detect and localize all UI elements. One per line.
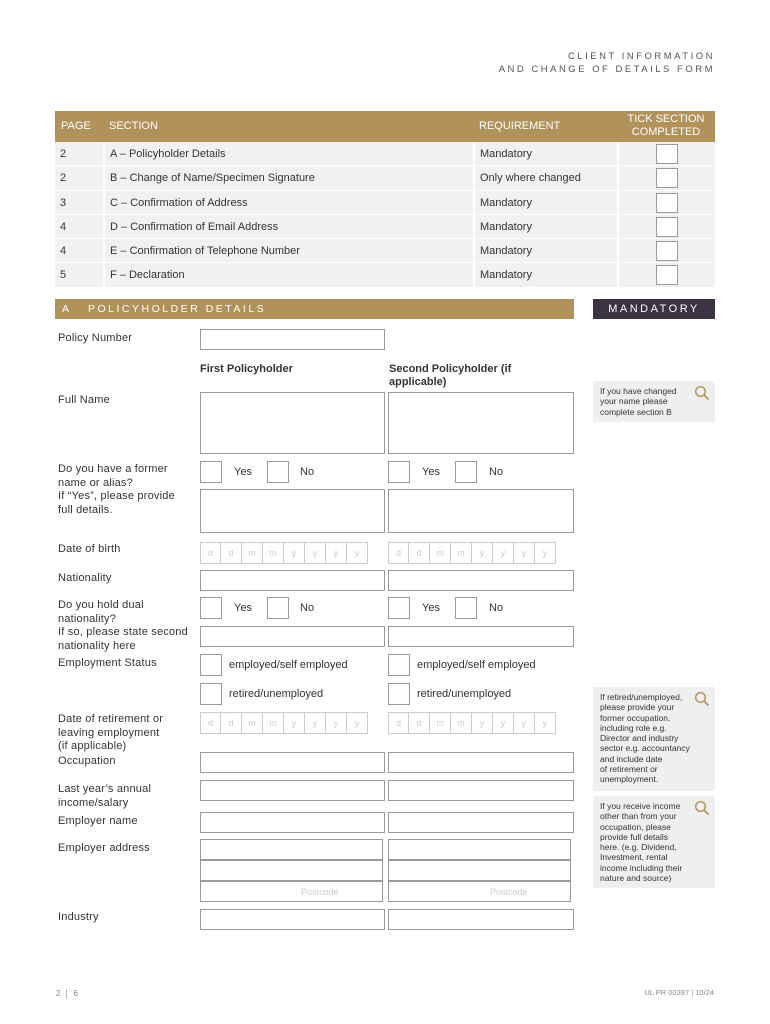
date-cell: m <box>263 712 284 734</box>
date-cell: d <box>409 712 430 734</box>
date-of-birth-input-1[interactable] <box>200 542 368 564</box>
date-cell: y <box>347 712 368 734</box>
occupation-label: Occupation <box>58 755 116 767</box>
date-cell: d <box>409 542 430 564</box>
magnifier-icon <box>694 691 710 707</box>
row-requirement: Mandatory <box>475 239 617 262</box>
employer-name-label: Employer name <box>58 815 138 827</box>
note-line: If you receive income <box>600 801 681 811</box>
retirement-date-line-2: leaving employment <box>58 726 160 739</box>
nationality-input-2[interactable] <box>388 570 574 591</box>
employer-address-line-2-input-2[interactable] <box>388 860 571 881</box>
income-line-1: Last year’s annual <box>58 783 152 795</box>
date-cell: m <box>242 712 263 734</box>
retirement-date-input-1[interactable] <box>200 712 368 734</box>
employer-postcode-input-1[interactable] <box>200 881 383 902</box>
retirement-date-line-1: Date of retirement or <box>58 713 164 725</box>
employed-checkbox-2[interactable] <box>388 654 410 676</box>
date-cell: y <box>472 712 493 734</box>
date-cell: y <box>535 542 556 564</box>
dual-nationality-no-checkbox-2[interactable] <box>455 597 477 619</box>
note-line: Director and industry <box>600 733 679 744</box>
retirement-date-line-3: (if applicable) <box>58 740 127 752</box>
dual-nationality-yes-checkbox-1[interactable] <box>200 597 222 619</box>
date-cell: y <box>514 712 535 734</box>
former-name-yes-checkbox-2[interactable] <box>388 461 410 483</box>
form-title-line-2: AND CHANGE OF DETAILS FORM <box>498 64 715 75</box>
employer-address-line-1-input-1[interactable] <box>200 839 383 860</box>
date-cell: d <box>221 712 242 734</box>
table-row <box>55 191 715 215</box>
document-reference: UL PR 00397 | 10/24 <box>644 988 714 997</box>
no-label: No <box>300 602 315 614</box>
date-cell: y <box>326 542 347 564</box>
employer-postcode-input-2[interactable] <box>388 881 571 902</box>
date-cell: y <box>347 542 368 564</box>
retired-checkbox-2[interactable] <box>388 683 410 705</box>
date-cell: y <box>493 712 514 734</box>
note-line: complete section B <box>600 406 672 417</box>
col-requirement: REQUIREMENT <box>479 120 561 132</box>
note-line: provide full details <box>600 831 669 842</box>
table-row <box>55 239 715 263</box>
nationality-label: Nationality <box>58 572 112 584</box>
section-title: POLICYHOLDER DETAILS <box>88 303 267 315</box>
employer-address-label: Employer address <box>58 842 150 854</box>
income-input-2[interactable] <box>388 780 574 801</box>
row-tick-cell <box>619 142 715 165</box>
date-cell: d <box>200 712 221 734</box>
row-section: E – Confirmation of Telephone Number <box>105 239 473 262</box>
mandatory-badge: MANDATORY <box>593 299 715 319</box>
date-cell: y <box>326 712 347 734</box>
date-cell: y <box>284 542 305 564</box>
date-cell: m <box>242 542 263 564</box>
income-input-1[interactable] <box>200 780 385 801</box>
table-row <box>55 263 715 287</box>
dual-nationality-label <box>58 599 188 653</box>
dual-nationality-line-3: If so, please state second <box>58 626 188 638</box>
row-page: 4 <box>55 215 103 238</box>
page-total: 6 <box>73 989 78 999</box>
date-cell: y <box>535 712 556 734</box>
former-name-details-1[interactable] <box>200 489 385 533</box>
policy-number-input[interactable] <box>200 329 385 350</box>
employment-status-label: Employment Status <box>58 657 157 669</box>
note-line: If you have changed <box>600 386 677 396</box>
employer-name-input-1[interactable] <box>200 812 385 833</box>
note-line: please provide your <box>600 702 675 713</box>
row-page: 3 <box>55 191 103 214</box>
row-section: D – Confirmation of Email Address <box>105 215 473 238</box>
sections-table <box>55 111 715 288</box>
note-line: former occupation. <box>600 712 671 723</box>
row-requirement: Mandatory <box>475 142 617 165</box>
second-policyholder-line-1: Second Policyholder (if <box>389 363 512 375</box>
magnifier-icon <box>694 800 710 816</box>
note-line: income including their <box>600 862 683 873</box>
policy-number-label: Policy Number <box>58 332 133 344</box>
tick-checkbox-a[interactable] <box>656 144 678 164</box>
retired-note <box>593 687 715 791</box>
row-tick-cell <box>619 239 715 262</box>
former-name-no-checkbox-1[interactable] <box>267 461 289 483</box>
dual-nationality-line-4: nationality here <box>58 639 136 652</box>
former-name-yes-checkbox-1[interactable] <box>200 461 222 483</box>
date-cell: d <box>221 542 242 564</box>
industry-input-2[interactable] <box>388 909 574 930</box>
row-page: 4 <box>55 239 103 262</box>
yes-label: Yes <box>422 466 440 478</box>
tick-checkbox-d[interactable] <box>656 217 678 237</box>
note-line: your name please <box>600 396 668 407</box>
note-line: unemployment. <box>600 774 659 785</box>
dual-nationality-no-checkbox-1[interactable] <box>267 597 289 619</box>
row-requirement: Mandatory <box>475 215 617 238</box>
page-divider <box>66 989 67 999</box>
date-cell: y <box>472 542 493 564</box>
former-name-details-2[interactable] <box>388 489 574 533</box>
no-label: No <box>489 466 504 478</box>
col-tick <box>620 113 712 139</box>
full-name-input-1[interactable] <box>200 392 385 454</box>
second-policyholder-heading <box>389 363 511 389</box>
second-policyholder-line-2: applicable) <box>389 376 447 388</box>
col-tick-line-1: TICK SECTION <box>627 113 705 125</box>
date-of-birth-input-2[interactable] <box>388 542 556 564</box>
yes-label: Yes <box>422 602 440 614</box>
former-name-line-3: If “Yes”, please provide <box>58 490 175 502</box>
date-of-birth-label: Date of birth <box>58 543 121 555</box>
postcode-placeholder: Postcode <box>301 887 339 897</box>
date-cell: m <box>263 542 284 564</box>
table-row <box>55 215 715 239</box>
row-section: A – Policyholder Details <box>105 142 473 165</box>
note-line: including role e.g. <box>600 722 667 733</box>
date-cell: d <box>388 712 409 734</box>
retirement-date-label <box>58 713 163 754</box>
employer-address-line-2-input-1[interactable] <box>200 860 383 881</box>
row-tick-cell <box>619 166 715 189</box>
note-line: of retirement or <box>600 764 658 775</box>
row-tick-cell <box>619 215 715 238</box>
postcode-placeholder: Postcode <box>490 887 528 897</box>
income-label <box>58 783 151 810</box>
row-section: F – Declaration <box>105 263 473 286</box>
full-name-label: Full Name <box>58 394 110 406</box>
employed-checkbox-1[interactable] <box>200 654 222 676</box>
date-cell: m <box>430 712 451 734</box>
note-line: sector e.g. accountancy <box>600 743 690 754</box>
date-cell: m <box>451 542 472 564</box>
date-cell: d <box>388 542 409 564</box>
no-label: No <box>489 602 504 614</box>
retired-checkbox-1[interactable] <box>200 683 222 705</box>
date-cell: y <box>305 712 326 734</box>
occupation-input-1[interactable] <box>200 752 385 773</box>
table-row <box>55 142 715 166</box>
row-tick-cell <box>619 191 715 214</box>
date-cell: d <box>200 542 221 564</box>
row-tick-cell <box>619 263 715 286</box>
employer-address-line-1-input-2[interactable] <box>388 839 571 860</box>
table-header <box>55 111 715 142</box>
dual-nationality-yes-checkbox-2[interactable] <box>388 597 410 619</box>
note-line: occupation, please <box>600 821 671 832</box>
dual-nationality-line-1: Do you hold dual <box>58 599 144 611</box>
note-line: here. (e.g. Dividend, <box>600 842 677 853</box>
date-cell: m <box>451 712 472 734</box>
name-change-note <box>593 381 715 422</box>
note-line: nature and source) <box>600 873 672 884</box>
col-page: PAGE <box>61 120 91 132</box>
col-tick-line-2: COMPLETED <box>631 126 701 138</box>
retirement-date-input-2[interactable] <box>388 712 556 734</box>
full-name-input-2[interactable] <box>388 392 574 454</box>
row-page: 2 <box>55 142 103 165</box>
employed-label: employed/self employed <box>417 659 536 671</box>
tick-checkbox-e[interactable] <box>656 241 678 261</box>
note-line: Investment, rental <box>600 852 668 863</box>
industry-label: Industry <box>58 911 99 923</box>
row-section: B – Change of Name/Specimen Signature <box>105 166 473 189</box>
note-line: other than from your <box>600 811 677 822</box>
row-requirement: Only where changed <box>475 166 617 189</box>
former-name-line-4: full details. <box>58 503 113 516</box>
note-line: If retired/unemployed, <box>600 692 683 702</box>
second-nationality-input-1[interactable] <box>200 626 385 647</box>
former-name-no-checkbox-2[interactable] <box>455 461 477 483</box>
yes-label: Yes <box>234 602 252 614</box>
second-nationality-input-2[interactable] <box>388 626 574 647</box>
table-row <box>55 166 715 190</box>
section-letter: A <box>62 303 72 315</box>
former-name-label <box>58 463 175 517</box>
retired-label: retired/unemployed <box>417 688 512 700</box>
date-cell: y <box>493 542 514 564</box>
magnifier-icon <box>694 385 710 401</box>
note-line: and include date <box>600 753 663 764</box>
form-title-line-1: CLIENT INFORMATION <box>567 51 715 62</box>
row-page: 2 <box>55 166 103 189</box>
section-a-bar <box>55 299 574 319</box>
employed-label: employed/self employed <box>229 659 348 671</box>
row-requirement: Mandatory <box>475 263 617 286</box>
tick-checkbox-b[interactable] <box>656 168 678 188</box>
income-note <box>593 796 715 888</box>
row-section: C – Confirmation of Address <box>105 191 473 214</box>
former-name-line-2: name or alias? <box>58 476 133 489</box>
date-cell: y <box>284 712 305 734</box>
form-title <box>499 50 715 76</box>
date-cell: y <box>514 542 535 564</box>
no-label: No <box>300 466 315 478</box>
date-cell: y <box>305 542 326 564</box>
former-name-line-1: Do you have a former <box>58 463 168 475</box>
yes-label: Yes <box>234 466 252 478</box>
row-requirement: Mandatory <box>475 191 617 214</box>
income-line-2: income/salary <box>58 796 129 809</box>
industry-input-1[interactable] <box>200 909 385 930</box>
occupation-input-2[interactable] <box>388 752 574 773</box>
date-cell: m <box>430 542 451 564</box>
employer-name-input-2[interactable] <box>388 812 574 833</box>
page-indicator <box>56 989 78 999</box>
tick-checkbox-f[interactable] <box>656 265 678 285</box>
nationality-input-1[interactable] <box>200 570 385 591</box>
row-page: 5 <box>55 263 103 286</box>
retired-label: retired/unemployed <box>229 688 324 700</box>
tick-checkbox-c[interactable] <box>656 193 678 213</box>
first-policyholder-heading: First Policyholder <box>200 363 293 375</box>
page-number: 2 <box>56 989 61 999</box>
dual-nationality-line-2: nationality? <box>58 612 117 625</box>
col-section: SECTION <box>109 120 158 132</box>
